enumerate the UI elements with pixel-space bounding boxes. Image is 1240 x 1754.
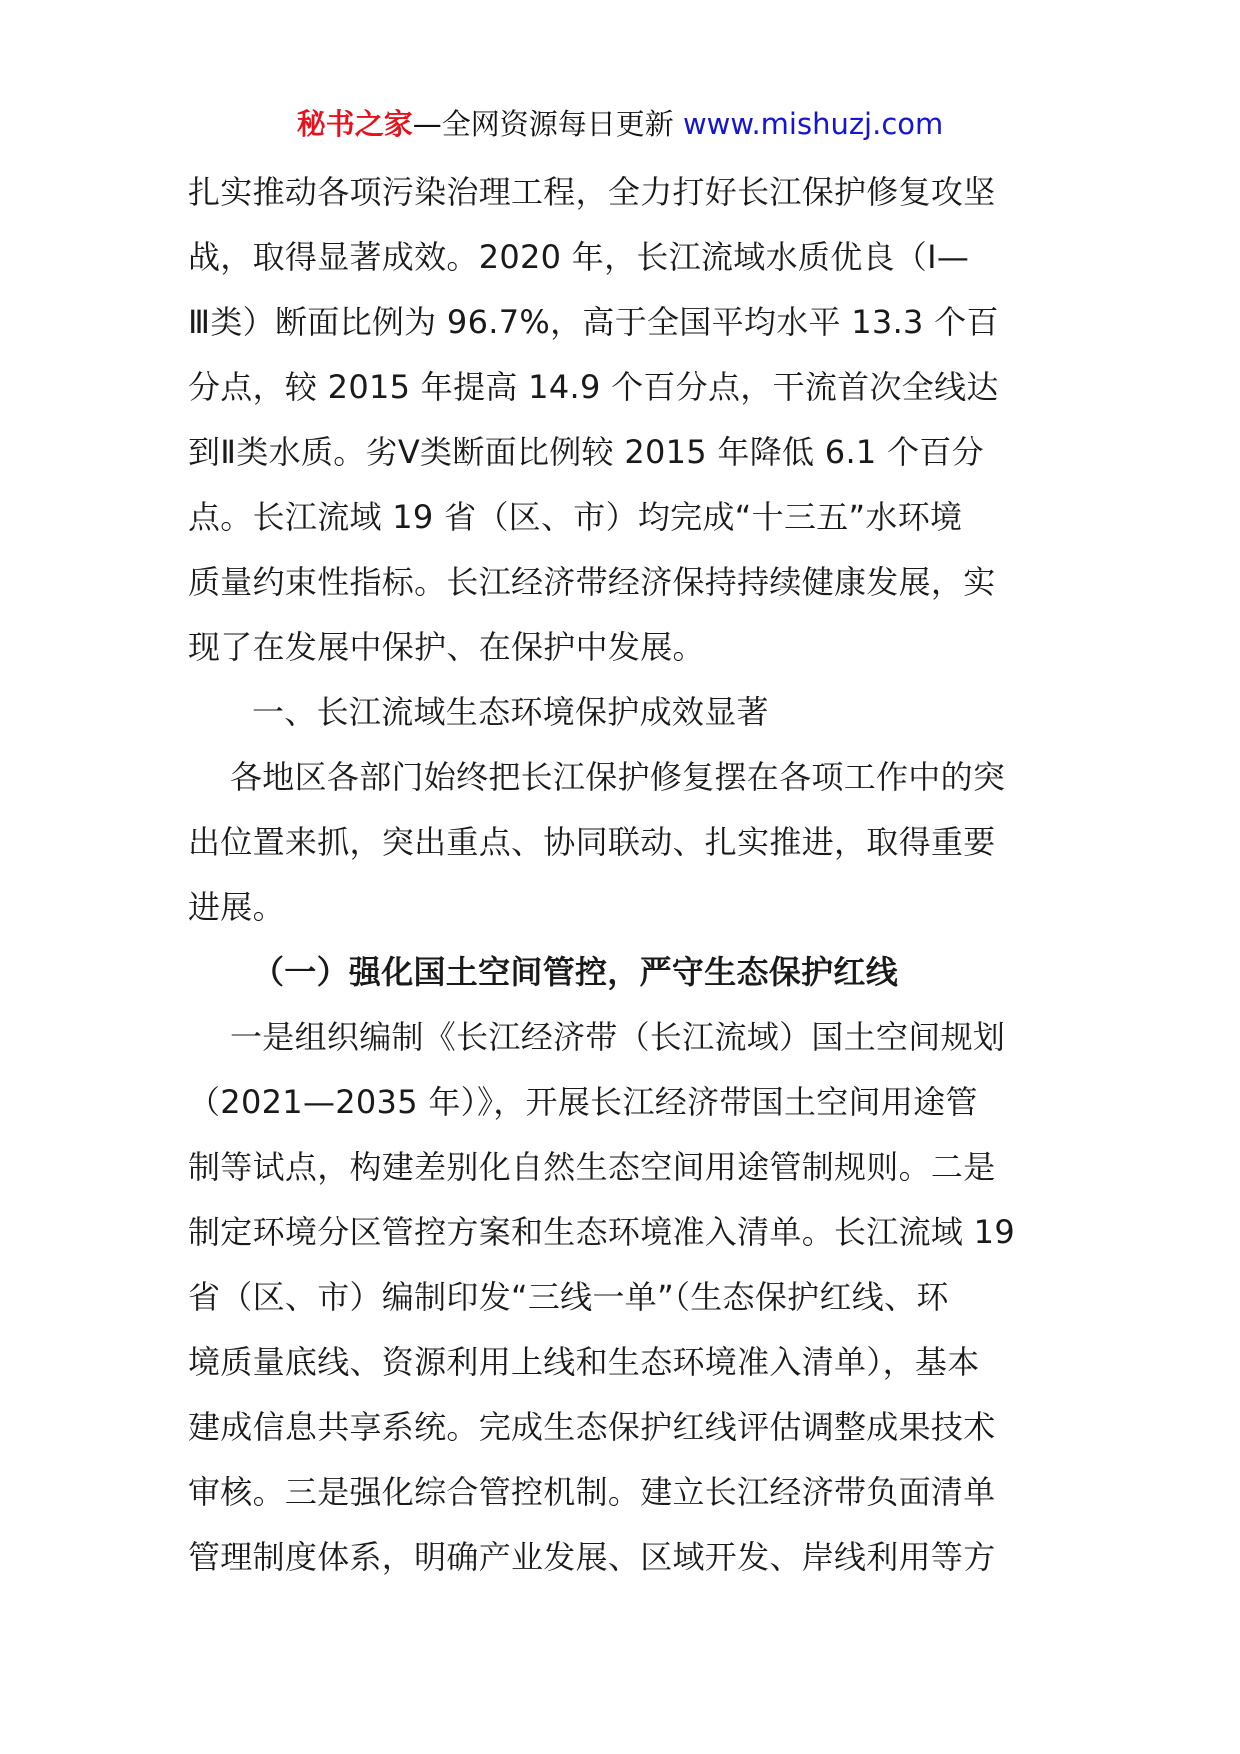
paragraph-line: 出位置来抓，突出重点、协同联动、扎实推进，取得重要 [188,823,996,861]
paragraph-line: 进展。 [188,888,285,926]
paragraph-line: （2021—2035 年）》，开展长江经济带国土空间用途管 [188,1083,978,1121]
paragraph-line: 一是组织编制《长江经济带（长江流域）国土空间规划 [230,1018,1006,1056]
paragraph-line: Ⅲ类）断面比例为 96.7%，高于全国平均水平 13.3 个百 [188,303,999,341]
paragraph-line: 建成信息共享系统。完成生态保护红线评估调整成果技术 [188,1408,996,1446]
brand-name: 秘书之家 [296,107,413,141]
site-header [0,104,1240,144]
section-heading: 一、长江流域生态环境保护成效显著 [252,693,769,731]
document-body [188,160,1068,1590]
paragraph-line: 省（区、市）编制印发“三线一单”（生态保护红线、环 [188,1278,949,1316]
paragraph-line: 现了在发展中保护、在保护中发展。 [188,628,705,666]
paragraph-line: 境质量底线、资源利用上线和生态环境准入清单），基本 [188,1343,980,1381]
paragraph-line: 审核。三是强化综合管控机制。建立长江经济带负面清单 [188,1473,996,1511]
paragraph-line: 到Ⅱ类水质。劣Ⅴ类断面比例较 2015 年降低 6.1 个百分 [188,433,984,471]
paragraph-line: 管理制度体系，明确产业发展、区域开发、岸线利用等方 [188,1538,996,1576]
paragraph-line: 点。长江流域 19 省（区、市）均完成“十三五”水环境 [188,498,963,536]
paragraph-line: 扎实推动各项污染治理工程，全力打好长江保护修复攻坚 [188,173,996,211]
site-url-link[interactable]: www.mishuzj.com [682,107,944,141]
paragraph-line: 战，取得显著成效。2020 年，长江流域水质优良（Ⅰ— [188,238,970,276]
paragraph-line: 制定环境分区管控方案和生态环境准入清单。长江流域 19 [188,1213,1015,1251]
header-slogan: —全网资源每日更新 [412,107,674,141]
subsection-heading: （一）强化国土空间管控，严守生态保护红线 [252,953,899,991]
paragraph-line: 分点，较 2015 年提高 14.9 个百分点，干流首次全线达 [188,368,999,406]
paragraph-line: 质量约束性指标。长江经济带经济保持持续健康发展，实 [188,563,996,601]
paragraph-line: 各地区各部门始终把长江保护修复摆在各项工作中的突 [230,758,1006,796]
paragraph-line: 制等试点，构建差别化自然生态空间用途管制规则。二是 [188,1148,996,1186]
